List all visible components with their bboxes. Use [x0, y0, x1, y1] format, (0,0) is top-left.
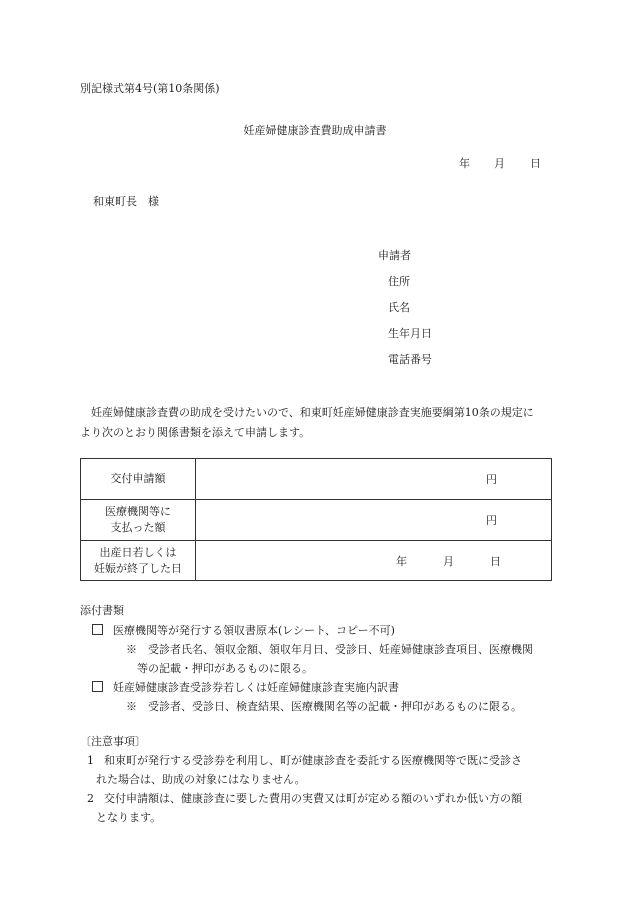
paid-amount-field[interactable] [196, 500, 552, 541]
checkbox[interactable] [92, 681, 103, 692]
note-line: となります。 [96, 811, 162, 824]
applicant-birthdate-label: 生年月日 [388, 327, 432, 340]
date-month-label: 月 [494, 157, 505, 170]
yen-unit: 円 [486, 514, 497, 527]
date-year-label: 年 [396, 554, 407, 568]
table-row [81, 500, 552, 541]
attachment-note-line: ※ 受診者、受診日、検査結果、医療機関名等の記載・押印があるものに限る。 [126, 700, 522, 713]
label-text: 妊娠が終了した日 [94, 561, 182, 575]
row-label [81, 541, 196, 581]
notes-heading: 〔注意事項〕 [80, 735, 146, 748]
yen-unit: 円 [486, 473, 497, 486]
date-day-label: 日 [490, 554, 501, 568]
addressee: 和東町長 様 [93, 195, 159, 208]
attachment-item [92, 624, 395, 637]
document-title: 妊産婦健康診査費助成申請書 [243, 124, 387, 137]
date-year-label: 年 [459, 157, 470, 170]
applicant-address-label: 住所 [388, 275, 410, 288]
note-number: 1 [87, 754, 94, 767]
attachments-heading: 添付書類 [80, 604, 124, 617]
label-text: 出産日若しくは [99, 545, 177, 559]
amount-field[interactable] [196, 459, 552, 500]
date-day-label: 日 [530, 157, 541, 170]
application-table [80, 458, 552, 581]
label-text: 医療機関等に [105, 505, 171, 519]
note-line: 交付申請額は、健康診査に要した費用の実費又は町が定める額のいずれか低い方の額 [104, 792, 522, 805]
table-row [81, 541, 552, 581]
statement-line-2: より次のとおり関係書類を添えて申請します。 [80, 426, 311, 439]
attachment-text: 妊産婦健康診査受診券若しくは妊産婦健康診査実施内訳書 [113, 681, 399, 694]
checkbox[interactable] [92, 624, 103, 635]
applicant-heading: 申請者 [378, 249, 411, 262]
form-number: 別記様式第4号(第10条関係) [80, 82, 220, 95]
attachment-note-line: 等の記載・押印があるものに限る。 [137, 662, 313, 675]
table-row [81, 459, 552, 500]
note-number: 2 [87, 792, 94, 805]
row-label [81, 459, 196, 500]
applicant-name-label: 氏名 [388, 301, 410, 314]
date-month-label: 月 [443, 554, 454, 568]
row-label [81, 500, 196, 541]
delivery-date-field[interactable] [196, 541, 552, 581]
attachment-note-line: ※ 受診者氏名、領収金額、領収年月日、受診日、妊産婦健康診査項目、医療機関 [126, 643, 533, 656]
statement-line-1: 妊産婦健康診査費の助成を受けたいので、和東町妊産婦健康診査実施要綱第10条の規定に [91, 406, 534, 419]
attachment-text: 医療機関等が発行する領収書原本(レシート、コピー不可) [113, 624, 395, 637]
note-line: 和束町が発行する受診券を利用し、町が健康診査を委託する医療機関等で既に受診さ [104, 754, 522, 767]
attachment-item [92, 681, 399, 694]
note-line: れた場合は、助成の対象にはなりません。 [96, 773, 306, 786]
applicant-phone-label: 電話番号 [388, 353, 432, 366]
label-text: 交付申請額 [110, 472, 166, 486]
label-text: 支払った額 [110, 521, 166, 534]
